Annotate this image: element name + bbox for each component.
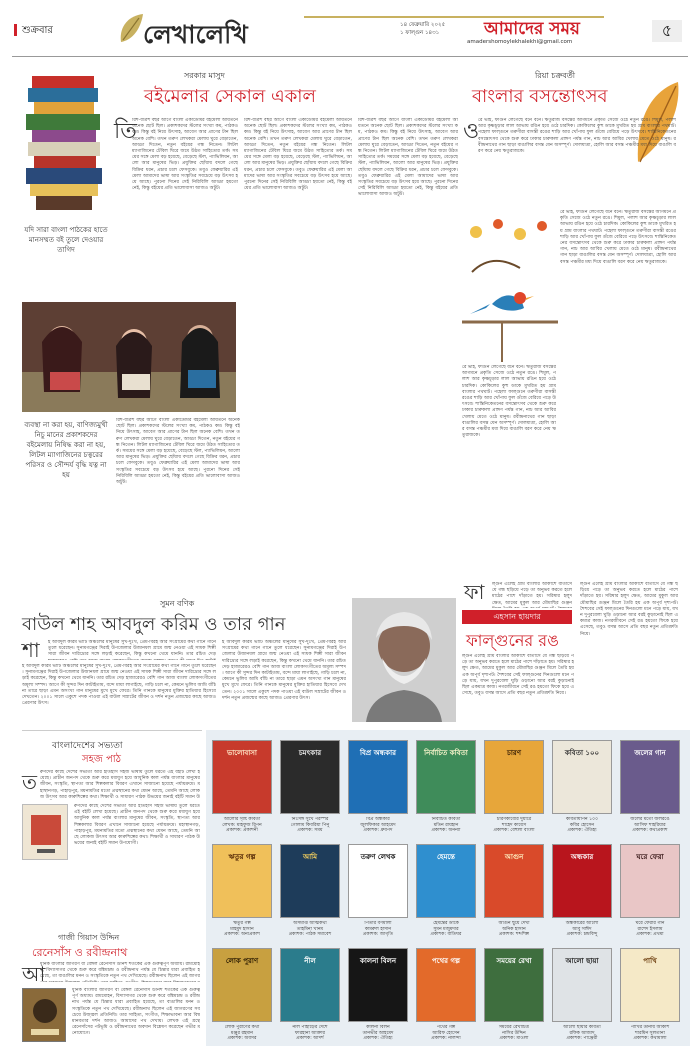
book-item <box>416 740 476 839</box>
book-caption: হেমন্তের ডাকে সুমন মজুমদার প্রকাশক: বাতিঘর <box>430 921 462 937</box>
masthead <box>12 10 688 48</box>
book-item <box>620 948 680 1047</box>
lower-section-rule <box>22 730 202 731</box>
book-caption: কবিতাযাপন ১০০ কবির হোসেন প্রকাশক: ঐতিহ্য <box>565 817 599 833</box>
book-item <box>620 740 680 839</box>
book-caption: পাখির ডানায় আকাশ শারমিন সুলতানা প্রকাশক: কথামালা <box>630 1025 670 1041</box>
book-cover-title: লোক পুরাণ <box>225 957 259 965</box>
book-cover <box>212 948 272 1022</box>
book-cover-title: ঋতুর গল্প <box>228 853 256 861</box>
book-item <box>348 948 408 1047</box>
sobhota-dropcap: ত <box>22 770 38 794</box>
book-item <box>212 948 272 1047</box>
baul-title: বাউল শাহ আবদুল করিম ও তার গান <box>22 614 286 635</box>
book-caption: বিপ্র অন্ধকার জুলফিকার আহমেদ প্রকাশক: ধ্রুবপদ <box>360 817 396 833</box>
book-cover <box>280 948 340 1022</box>
bookfair-photo <box>22 302 236 412</box>
book-cover-title: বিপ্র অন্ধকার <box>360 749 396 757</box>
boimela-body-col1b: রিশ-বত্রিশ বছর আগে বাংলা একাডেমির বইমেলা আয়তনে অনেক ছোট ছিল। প্রকাশকদের স্টলের সংখ্যা কম, পাঠকও কম। কিন্তু বই নিয়ে উৎসাহ, আবেগ আর প্রাণের টান ছিল অনেক বেশি। তখন তরুণ লেখকরা মেলায় ঘুরে বেড়াতেন, আড্ডা দিতেন, নতুন বইয়ের গন্ধ নিতেন। লিটল ম্যাগাজিনের টেবিল ঘিরে জমে উঠত সাহিত্যের তর্ক। সময়ের সঙ্গে মেলা বড় হয়েছে, বেড়েছে স্টল, প্যাভিলিয়ন, আলো আর মানুষের ভিড়। প্রযুক্তির ছোঁয়ায় বদলে গেছে বিক্রির ধরন, প্রচার চলে ফেসবুকে। তবুও ফেব্রুয়ারির এই মেলা আমাদের ভাষা আর সংস্কৃতির সবচেয়ে বড় উৎসব হয়ে আছে। পুরনো দিনের সেই নিরিবিলি আড্ডা হয়তো নেই, কিন্তু বইয়ের প্রতি ভালোবাসা আজও অটুট। <box>116 418 240 486</box>
book-cover-title: তরুণ লেখক <box>360 853 396 861</box>
book-item <box>416 844 476 943</box>
boimela-dropcap: তি <box>114 119 137 144</box>
book-cover <box>212 844 272 918</box>
book-item <box>280 740 340 839</box>
date-line-1: ১৪ ফেব্রুয়ারি ২০২৫ <box>400 22 446 28</box>
falgun-body-main: ল্গুন এলেই গ্রাম বাংলার আকাশে বাতাসে যে গন্ধ ছড়িয়ে পড়ে তা অনুভব করতে হলে মাঠের পাশে দাঁড়াতে হয়। সরিষার হলুদ ক্ষেত, আমের মুকুল আর মৌমাছির গুঞ্জন মিলে তৈরি হয় এক অপূর্ব দৃশ্যপট। শৈশবের সেই ফাল্গুনের দিনগুলো মনে পড়ে যায়, যখন দুপুরবেলা ঘুড়ি ওড়ানো আর বরই কুড়ানোই ছিল একমাত্র কাজ। নগরজীবনে সেই রঙ হয়তো ফিকে হয়ে এসেছে, তবুও বসন্ত আসে প্রতি বছর নতুন প্রতিশ্রুতি নিয়ে। <box>462 654 574 697</box>
sobhota-title: সহজ পাঠ <box>82 754 122 765</box>
section-logo-text: লেখালেখি <box>143 20 248 49</box>
book-cover-title: চমৎকার <box>298 749 322 757</box>
book-caption: অসমাপ্ত আত্মকথা তাহমিনা খানম প্রকাশক: পাঠক সমাবেশ <box>288 921 332 937</box>
book-cover <box>484 844 544 918</box>
book-cover <box>212 740 272 814</box>
book-item <box>416 948 476 1047</box>
renaissance-dropcap: আ <box>22 962 46 986</box>
falgun-author: এহসান হায়দার <box>462 610 572 624</box>
book-caption: সময়ের রেখাচিত্র নাসির উদ্দিন প্রকাশক: মাওলা <box>498 1025 530 1041</box>
book-caption: ঘরে ফেরার গান রাশেদ ইসলাম প্রকাশক: প্রথমা <box>635 921 665 937</box>
book-cover <box>416 740 476 814</box>
book-caption: নির্বাচিত কবিতা মতিন রায়হান প্রকাশক: অনন্যা <box>431 817 461 833</box>
book-caption: নীল পাহাড়ের দেশে ফারহানা আক্তার প্রকাশক: আদর্শ <box>292 1025 328 1041</box>
boimela-author: সরকার মাসুদ <box>184 71 225 80</box>
renaissance-book-cover <box>22 988 66 1042</box>
baul-body-col1: হ আবদুল করিম ভাটি অঞ্চলের মানুষের সুখ-দুঃখ, প্রেম-বিরহ আর সংগ্রামের কথা গানে গানে তুলে ধরেছেন। সুনামগঞ্জের দিরাই উপজেলার উজানধল গ্রামে জন্ম নেওয়া এই সাধক শিল্পী সারা জীবন দারিদ্র্যের সঙ্গে লড়াই করেছেন, কিন্তু কখনো থেমে যাননি। তার রচিত দেড় <box>48 640 216 658</box>
book-cover <box>484 740 544 814</box>
book-caption: লোক পুরাণের কথা মঞ্জুর রহমান প্রকাশক: অবসর <box>224 1025 260 1041</box>
day-marker <box>14 24 17 36</box>
boshonto-author: রিয়া চক্রবর্তী <box>535 71 576 80</box>
book-cover <box>484 948 544 1022</box>
book-cover <box>416 844 476 918</box>
book-cover <box>620 948 680 1022</box>
book-item <box>552 948 612 1047</box>
book-cover-title: নির্বাচিত কবিতা <box>424 749 468 757</box>
book-item <box>484 948 544 1047</box>
boshonto-body-col1: রে ভাই, ফাগুন লেগেছে বনে বনে। ঋতুরাজ বসন্তের আগমনে প্রকৃতি সেজে ওঠে নতুন রঙে। শিমুল, পলাশ আর কৃষ্ণচূড়ার লাল আভায় রঙিন হয়ে ওঠে চারদিক। কোকিলের কুহু ডাকে মুখরিত হয় গ্রাম বাংলার পথঘাট। পহেলা ফাল্গুনে তরুণীরা বাসন্তী রঙের শাড়ি আর খোঁপায় ফুল গুঁজে বেরিয়ে পড়ে উৎসবে। শান্তিনিকেতনের বসন্তোৎসব থেকে শুরু করে ঢাকার চারুকলা প্রাঙ্গণ পর্যন্ত গান, নাচ আর আবির খেলায় মেতে ওঠে মানুষ। রবীন্দ্রনাথের গান ছাড়া বাঙালির বসন্ত যেন অসম্পূর্ণ। দোলযাত্রা, হোলি আর বসন্ত পঞ্চমীর মধ্য দিয়ে বাঙালি বরণ করে নেয় ঋতুরাজকে। <box>462 365 556 439</box>
books-illustration <box>22 70 108 218</box>
book-cover-title: আমি <box>302 853 318 861</box>
book-cover-title: পাখি <box>643 957 657 965</box>
book-item <box>212 844 272 943</box>
book-item <box>280 844 340 943</box>
book-cover <box>552 740 612 814</box>
book-cover <box>620 740 680 814</box>
day-label: শুক্রবার <box>22 25 53 36</box>
book-caption: ঋতুর গল্প মাহমুদ হাসান প্রকাশক: অন্যপ্রকাশ <box>224 921 260 937</box>
book-cover <box>552 948 612 1022</box>
sobhota-kicker: বাংলাদেশের সভ্যতা <box>52 741 123 751</box>
boimela-title-text: বইমেলার সেকাল একাল <box>144 86 316 107</box>
boimela-body-col2: রিশ-বত্রিশ বছর আগে বাংলা একাডেমির বইমেলা আয়তনে অনেক ছোট ছিল। প্রকাশকদের স্টলের সংখ্যা কম, পাঠকও কম। কিন্তু বই নিয়ে উৎসাহ, আবেগ আর প্রাণের টান ছিল অনেক বেশি। তখন তরুণ লেখকরা মেলায় ঘুরে বেড়াতেন, আড্ডা দিতেন, নতুন বইয়ের গন্ধ নিতেন। লিটল ম্যাগাজিনের টেবিল ঘিরে জমে উঠত সাহিত্যের তর্ক। সময়ের সঙ্গে মেলা বড় হয়েছে, বেড়েছে স্টল, প্যাভিলিয়ন, আলো আর মানুষের ভিড়। প্রযুক্তির ছোঁয়ায় বদলে গেছে বিক্রির ধরন, প্রচার চলে ফেসবুকে। তবুও ফেব্রুয়ারির এই মেলা আমাদের ভাষা আর সংস্কৃতির সবচেয়ে বড় উৎসব হয়ে আছে। পুরনো দিনের সেই নিরিবিলি আড্ডা হয়তো নেই, কিন্তু বইয়ের প্রতি ভালোবাসা আজও অটুট। <box>244 118 352 192</box>
boshonto-dropcap: ও <box>463 119 480 144</box>
boshonto-title: বাংলার বসন্তোৎসব <box>472 86 608 107</box>
book-item <box>212 740 272 839</box>
book-cover-title: আগুন <box>504 853 524 861</box>
book-cover-title: কালনা বিলন <box>359 957 397 965</box>
renaissance-body: ধুনিক বাংলার জাগরণ বা বেঙ্গল রেনেসাঁস উনিশ শতকের এক গুরুত্বপূর্ণ অধ্যায়। রামমোহন, বিদ্যাসাগর থেকে শুরু করে বঙ্কিমচন্দ্র ও রবীন্দ্রনাথ পর্যন্ত যে চিন্তার ধারা প্রবাহিত হয়েছে, তা বাঙালির মনন ও সংস্কৃতিকে নতুন পথ দেখিয়েছে। রবীন্দ্রনাথ ছিলেন এই জাগর <box>40 962 200 980</box>
baul-dropcap: শা <box>22 638 40 662</box>
book-item <box>552 844 612 943</box>
falgun-body-top: ল্গুন এলেই গ্রাম বাংলার আকাশে বাতাসে যে গন্ধ ছড়িয়ে পড়ে তা অনুভব করতে হলে মাঠের পাশে দাঁড়াতে হয়। সরিষার হলুদ ক্ষেত, আমের মুকুল আর মৌমাছির গুঞ্জন <box>492 582 572 606</box>
book-cover <box>348 844 408 918</box>
book-cover-title: পথের গল্প <box>432 957 460 965</box>
book-cover-title: অন্ধকার <box>570 853 594 861</box>
photo-caption: ব্যবস্থা না করা হয়, বাণিজ্যমুখী নিচু মানের প্রকাশকদের বইমেলায় নিষিদ্ধ করা না হয়, লিটল ম্যাগাজিনের চত্বরের পরিসর ও সৌন্দর্য বৃদ্ধি যত্ন না হয় <box>24 421 108 479</box>
book-cover <box>280 740 340 814</box>
book-caption: চারণকাব্যের দুয়ারে শাহেদ কায়েস প্রকাশক: বেহুলা বাংলা <box>493 817 535 833</box>
book-cover <box>348 740 408 814</box>
renaissance-body-2: ধুনিক বাংলার জাগরণ বা বেঙ্গল রেনেসাঁস উনিশ শতকের এক গুরুত্বপূর্ণ অধ্যায়। রামমোহন, বিদ্যাসাগর থেকে শুরু করে বঙ্কিমচন্দ্র ও রবীন্দ্রনাথ পর্যন্ত যে চিন্তার ধারা প্রবাহিত হয়েছে, তা বাঙালির মনন ও সংস্কৃতিকে নতুন পথ দেখিয়েছে। রবীন্দ্রনাথ ছিলেন এই জাগরণের সবচেয়ে উজ্জ্বল প্রতিনিধি। তার সাহিত্য, সংগীত, শিক্ষাভাবনা আর বিশ্বমানবতার দর্শন আজও আমাদের পথ দেখায়। লেখক এই গ্রন্থে রেনেসাঁসের পটভূমি ও রবীন্দ্রনাথের অবদান বিশ্লেষণ করেছেন গভীর মনোযোগে। <box>72 988 200 1037</box>
renaissance-title: রেনেসাঁস ও রবীন্দ্রনাথ <box>32 946 128 959</box>
book-item <box>280 948 340 1047</box>
new-books-panel <box>206 730 690 1046</box>
book-item <box>620 844 680 943</box>
book-cover-title: ঘরে ফেরা <box>636 853 664 861</box>
book-cover-title: ভালোবাসা <box>227 749 257 757</box>
falgun-dropcap: ফা <box>464 580 485 604</box>
date-line-2: ১ ফাল্গুন ১৪৩১ <box>400 30 440 36</box>
book-cover <box>280 844 340 918</box>
book-cover <box>348 948 408 1022</box>
boimela-body-col3: রিশ-বত্রিশ বছর আগে বাংলা একাডেমির বইমেলা আয়তনে অনেক ছোট ছিল। প্রকাশকদের স্টলের সংখ্যা কম, পাঠকও কম। কিন্তু বই নিয়ে উৎসাহ, আবেগ আর প্রাণের টান ছিল অনেক বেশি। তখন তরুণ লেখকরা মেলায় ঘুরে বেড়াতেন, আড্ডা দিতেন, নতুন বইয়ের গন্ধ নিতেন। লিটল ম্যাগাজিনের টেবিল ঘিরে জমে উঠত সাহিত্যের তর্ক। সময়ের সঙ্গে মেলা বড় হয়েছে, বেড়েছে স্টল, প্যাভিলিয়ন, আলো আর মানুষের ভিড়। প্রযুক্তির ছোঁয়ায় বদলে গেছে বিক্রির ধরন, প্রচার চলে ফেসবুকে। তবুও ফেব্রুয়ারির এই মেলা আমাদের ভাষা আর সংস্কৃতির সবচেয়ে বড় উৎসব হয়ে আছে। পুরনো দিনের সেই নিরিবিলি আড্ডা হয়তো নেই, কিন্তু বইয়ের প্রতি ভালোবাসা আজও অটুট। <box>358 118 458 198</box>
book-caption: জলের মতো জলরঙে আসিফ শাহরিয়ার প্রকাশক: কথাপ্রকাশ <box>630 817 670 833</box>
book-cover <box>552 844 612 918</box>
book-caption: আলোর সৃষ্টি কবিতা লেখক: মাহফুজ রিপন প্রকাশক: প্রকাশনী <box>222 817 262 833</box>
boshonto-body-col2: রে ভাই, ফাগুন লেগেছে বনে বনে। ঋতুরাজ বসন্তের আগমনে প্রকৃতি সেজে ওঠে নতুন রঙে। শিমুল, পলাশ আর কৃষ্ণচূড়ার লাল আভায় রঙিন হয়ে ওঠে চারদিক। কোকিলের কুহু ডাকে মুখরিত হয় গ্রাম বাংলার পথঘাট। পহেলা ফাল্গুনে তরুণীরা বাসন্তী রঙের শাড়ি আর খোঁপায় ফুল গুঁজে বেরিয়ে পড়ে উৎসবে। শান্তিনিকেতনের বসন্তোৎসব থেকে শুরু করে ঢাকার চারুকলা প্রাঙ্গণ পর্যন্ত গান, নাচ আর আবির খেলায় মেতে ওঠে মানুষ। রবীন্দ্রনাথের গান ছাড়া বাঙালির বসন্ত যেন অসম্পূর্ণ। দোলযাত্রা, হোলি আর বসন্ত পঞ্চমীর মধ্য দিয়ে বাঙালি বরণ করে নেয় ঋতুরাজকে। <box>560 210 676 265</box>
baul-author: সুমন বণিক <box>160 599 195 608</box>
book-cover-title: জলের গান <box>634 749 666 757</box>
book-cover-title: হেমন্তে <box>436 853 456 861</box>
book-caption: কালনা বিলন তানভীর আহমেদ প্রকাশক: ঐতিহ্য <box>362 1025 394 1041</box>
book-cover-title: নীল <box>304 957 316 965</box>
side-pull-quote: যদি সারা বাংলা পাঠকের হাতে মানসম্মত বই তুলে দেওয়ার তাগিদ <box>24 226 108 254</box>
sobhota-book-cover <box>22 804 68 860</box>
book-caption: পিতার বর্ণমালা কামরুল হাসান প্রকাশক: জাগৃতি <box>362 921 394 937</box>
book-cover <box>620 844 680 918</box>
book-item <box>484 740 544 839</box>
masthead-divider <box>12 56 688 57</box>
book-cover-title: কবিতা ১০০ <box>564 749 600 757</box>
book-caption: পথের গল্প আরিফ হোসেন প্রকাশক: নালন্দা <box>431 1025 461 1041</box>
book-item <box>552 740 612 839</box>
book-cover <box>416 948 476 1022</box>
book-cover-title: আলো ছায়া <box>565 957 599 965</box>
renaissance-author: গাজী গিয়াস উদ্দিন <box>58 933 120 942</box>
book-caption: অন্ধকারের আলো আবু সাঈদ প্রকাশক: চন্দ্রবিন্দু <box>565 921 599 937</box>
baul-body-col1b: হ আবদুল করিম ভাটি অঞ্চলের মানুষের সুখ-দুঃখ, প্রেম-বিরহ আর সংগ্রামের কথা গানে গানে তুলে ধরেছেন। সুনামগঞ্জের দিরাই উপজেলার উজানধল গ্রামে জন্ম নেওয়া এই সাধক শিল্পী সারা জীবন দারিদ্র্যের সঙ্গে লড়াই করেছেন, কিন্তু কখনো থেমে যাননি। তার রচিত দেড় হাজারেরও বেশি গান আজ বাংলা লোকসংগীতের অমূল্য সম্পদ। আগে কী সুন্দর দিন কাটাইতাম, বন্দে মায়া লাগাইছে, গাড়ি চলে না, কেমনে ভুলিব আমি বাঁচি না তারে ছাড়া এমন অসংখ্য গান মানুষের মুখে মুখে ফেরে। তিনি গানকে মানুষের মুক্তির হাতিয়ার হিসেবে দেখতেন। ২০০১ সালে একুশে পদক পাওয়া এই বাউল সম্রাটের জীবন ও দর্শন নতুন প্রজন্মের কাছে আজও প্রেরণার উৎস। <box>22 664 216 707</box>
sobhota-body-2: রুণদের কাছে দেশের সভ্যতা আর ইতিহাস সহজ ভাষায় তুলে ধরতে এই বইটি লেখা হয়েছে। প্রাচীন জনপদ থেকে শুরু করে মধ্যযুগ হয়ে আধুনিক কাল পর্যন্ত বাংলার মানুষের জীবন, সংস্কৃতি, স্থাপত্য আর শিল্পকলার বিবরণ এখানে সাজানো হয়েছে পর্যায়ক্রমে। মহাস্থানগড়, পাহাড়পুর, ময়নামতির মতো প্রত্নস্থানের কথা যেমন আছে, তেমনি আছে লোকজ উৎসব আর কারুশিল্পের কথা। শিক্ষার্থী ও সাধারণ পাঠক উভয়ের জন্যই বইটি সমান উপযোগী। <box>74 804 200 847</box>
sobhota-body: রুণদের কাছে দেশের সভ্যতা আর ইতিহাস সহজ ভাষায় তুলে ধরতে এই বইটি লেখা হয়েছে। প্রাচীন জনপদ থেকে শুরু করে মধ্যযুগ হয়ে আধুনিক কাল পর্যন্ত বাংলার মানুষের জীবন, সংস্কৃতি, স্থাপত্য আর শিল্পকলার বিবরণ এখানে সাজানো হয়েছে পর্যায়ক্রমে। মহাস্থানগড়, পাহাড়পুর, ময়নামতির মতো প্রত্নস্থানের কথা যেমন আছে, তেমনি আছে লোকজ উৎসব আর কারুশিল্পের কথা। শিক্ষার্থী ও সাধারণ পাঠক উভয়ের জন্যই বইটি সমান উ <box>40 770 200 800</box>
book-cover-title: চারণ <box>507 749 521 757</box>
falgun-title: ফাল্গুনের রঙ <box>466 631 559 650</box>
falgun-body-col2: ল্গুন এলেই গ্রাম বাংলার আকাশে বাতাসে যে গন্ধ ছড়িয়ে পড়ে তা অনুভব করতে হলে মাঠের পাশে দাঁড়াতে হয়। সরিষার হলুদ ক্ষেত, আমের মুকুল আর মৌমাছির গুঞ্জন মিলে তৈরি হয় এক অপূর্ব দৃশ্যপট। শৈশবের সেই ফাল্গুনের দিনগুলো মনে পড়ে যায়, যখন দুপুরবেলা ঘুড়ি ওড়ানো আর বরই কুড়ানোই ছিল একমাত্র কাজ। নগরজীবনে সেই রঙ হয়তো ফিকে হয়ে এসেছে, তবুও বসন্ত আসে প্রতি বছর নতুন প্রতিশ্রুতি নিয়ে। <box>580 582 678 637</box>
boimela-body-col1: রিশ-বত্রিশ বছর আগে বাংলা একাডেমির বইমেলা আয়তনে অনেক ছোট ছিল। প্রকাশকদের স্টলের সংখ্যা কম, পাঠকও কম। কিন্তু বই নিয়ে উৎসাহ, আবেগ আর প্রাণের টান ছিল অনেক বেশি। তখন তরুণ লেখকরা মেলায় ঘুরে বেড়াতেন, আড্ডা দিতেন, নতুন বইয়ের গন্ধ নিতেন। লিটল ম্যাগাজিনের টেবিল ঘিরে জমে উঠত সাহিত্যের তর্ক। সময়ের সঙ্গে মেলা বড় হয়েছে, বেড়েছে স্টল, প্যাভিলিয়ন, আলো আর মানুষের ভিড়। প্রযুক্তির ছোঁয়ায় বদলে গেছে বিক্রির ধরন, প্রচার চলে ফেসবুকে। তবুও ফেব্রুয়ারির এই মেলা আমাদের ভাষা আর সংস্কৃতির সবচেয়ে বড় উৎসব হয়ে আছে। পুরনো দিনের সেই নিরিবিলি আড্ডা হয়তো নেই, কিন্তু বইয়ের প্রতি ভালোবাসা আজও অটুট। <box>132 118 238 192</box>
book-item <box>348 844 408 943</box>
book-item <box>348 740 408 839</box>
section-logo <box>117 12 287 49</box>
boshonto-body-main: রে ভাই, ফাগুন লেগেছে বনে বনে। ঋতুরাজ বসন্তের আগমনে প্রকৃতি সেজে ওঠে নতুন রঙে। শিমুল, পলাশ আর কৃষ্ণচূড়ার লাল আভায় রঙিন হয়ে ওঠে চারদিক। কোকিলের কুহু ডাকে মুখরিত হয় গ্রাম বাংলার পথঘাট। পহেলা ফাল্গুনে তরুণীরা বাসন্তী রঙের শাড়ি আর খোঁপায় ফুল গুঁজে বেরিয়ে পড়ে উৎসবে। শান্তিনিকেতনের বসন্তোৎসব থেকে শুরু করে ঢাকার চারুকলা প্রাঙ্গণ পর্যন্ত গান, নাচ আর আবির খেলায় মেতে ওঠে মানুষ। রবীন্দ্রনাথের গান ছাড়া বাঙালির বসন্ত যেন অসম্পূর্ণ। দোলযাত্রা, হোলি আর বসন্ত পঞ্চমীর মধ্য দিয়ে বাঙালি বরণ করে নেয় ঋতুরাজকে। <box>478 118 676 155</box>
book-caption: আলো ছায়ার কবিতা রফিক আজাদ প্রকাশক: পাঞ্জেরী <box>563 1025 601 1041</box>
book-item <box>484 844 544 943</box>
book-caption: আগুন ছুঁয়ে দেখা অনিক হাসান প্রকাশক: শব্দশিল্প <box>498 921 530 937</box>
book-caption: নিঃসঙ্গ সুখে পরস্পর গোলাম কিবরিয়া পিনু প্রকাশক: সময় <box>290 817 330 833</box>
book-cover-title: সময়ের রেখা <box>496 957 532 965</box>
contact-email: amadershomoylekhalekhi@gmail.com <box>467 39 573 45</box>
boimela-title <box>144 82 316 113</box>
baul-body-col2: হ আবদুল করিম ভাটি অঞ্চলের মানুষের সুখ-দুঃখ, প্রেম-বিরহ আর সংগ্রামের কথা গানে গানে তুলে ধরেছেন। সুনামগঞ্জের দিরাই উপজেলার উজানধল গ্রামে জন্ম নেওয়া এই সাধক শিল্পী সারা জীবন দারিদ্র্যের সঙ্গে লড়াই করেছেন, কিন্তু কখনো থেমে যাননি। তার রচিত দেড় হাজারেরও বেশি গান আজ বাংলা লোকসংগীতের অমূল্য সম্পদ। আগে কী সুন্দর দিন কাটাইতাম, বন্দে মায়া লাগাইছে, গাড়ি চলে না, কেমনে ভুলিব আমি বাঁচি না তারে ছাড়া এমন অসংখ্য গান মানুষের মুখে মুখে ফেরে। তিনি গানকে মানুষের মুক্তির হাতিয়ার হিসেবে দেখতেন। ২০০১ সালে একুশে পদক পাওয়া এই বাউল সম্রাটের জীবন ও দর্শন নতুন প্রজন্মের কাছে আজও প্রেরণার উৎস। <box>222 640 346 701</box>
bird-illustration <box>462 212 558 362</box>
newspaper-logo: আমাদের সময় <box>484 19 580 39</box>
baul-portrait <box>352 598 456 722</box>
page-number: ৫ <box>652 20 682 42</box>
